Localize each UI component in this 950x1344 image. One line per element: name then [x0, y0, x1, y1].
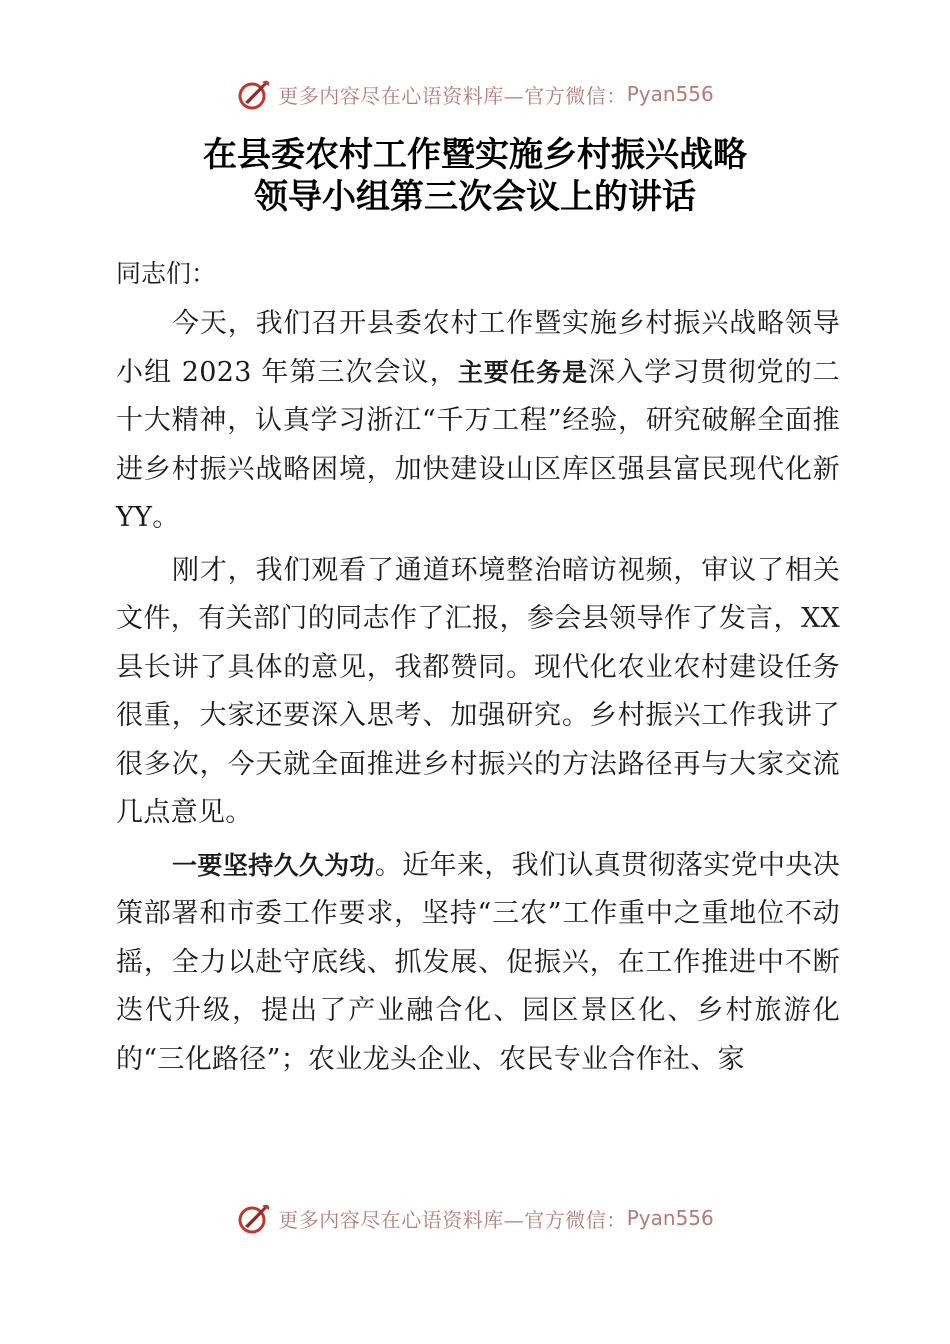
title-line-1: 在县委农村工作暨实施乡村振兴战略: [203, 135, 747, 175]
watermark-text: 更多内容尽在心语资料库—官方微信：: [278, 1207, 627, 1232]
paragraph-3: [116, 842, 840, 1085]
quill-logo-icon: [236, 1200, 272, 1236]
watermark-text: 更多内容尽在心语资料库—官方微信：: [278, 83, 627, 108]
document-body: [116, 250, 840, 1086]
footer-watermark: [0, 1198, 950, 1238]
paragraph-1: [116, 300, 840, 543]
header-watermark: [0, 74, 950, 114]
watermark-wechat-id: Pyan556: [626, 1206, 714, 1230]
paragraph-1-text-a: 今天，我们召开县委农村工作暨实施乡村振兴战略领导小组 2023 年第三次会议，: [116, 308, 840, 388]
paragraph-2: 刚才，我们观看了通道环境整治暗访视频，审议了相关文件，有关部门的同志作了汇报，参会县领导作了发言，XX 县长讲了具体的意见，我都赞同。现代化农业农村建设任务很重，大家还要深入思考、加强研究。乡村振兴工作我讲了很多次，今天就全面推进乡村振兴的方法路径再与大家交流几点意见。: [116, 554, 840, 828]
paragraph-1-emphasis: 主要任务是: [457, 357, 589, 387]
watermark-wechat-id: Pyan556: [626, 82, 714, 106]
document-title: [0, 134, 950, 218]
paragraph-3-text: 。近年来，我们认真贯彻落实党中央决策部署和市委工作要求，坚持“三农”工作重中之重地位不动摇，全力以赴守底线、抓发展、促振兴，在工作推进中不断迭代升级，提出了产业融合化、园区景区化、乡村旅游化的“三化路径”；农业龙头企业、农民专业合作社、家: [116, 849, 840, 1075]
salutation: 同志们：: [116, 259, 217, 288]
paragraph-3-emphasis: 一要坚持久久为功: [172, 850, 375, 880]
quill-logo-icon: [236, 76, 272, 112]
paragraph-1-text-b: 深入学习贯彻党的二十大精神，认真学习浙江“千万工程”经验，研究破解全面推进乡村振兴战略困境，加快建设山区库区强县富民现代化新 YY。: [116, 356, 840, 533]
title-line-2: 领导小组第三次会议上的讲话: [254, 177, 696, 217]
